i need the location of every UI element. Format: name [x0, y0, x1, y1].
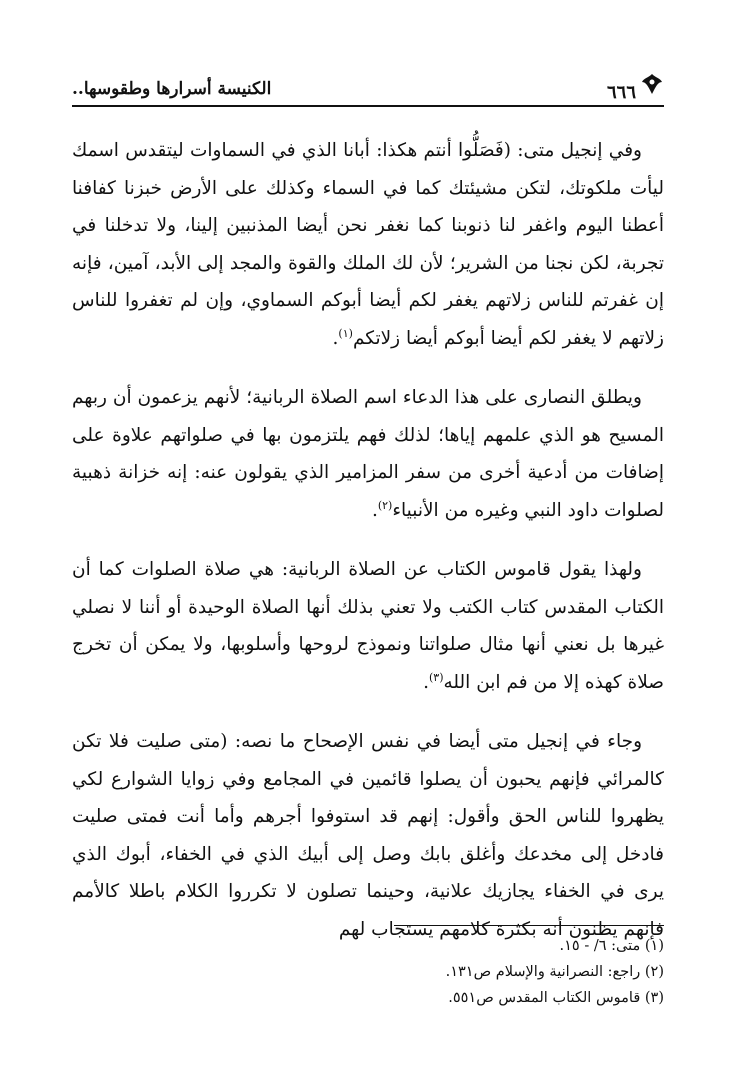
paragraph-text: ويطلق النصارى على هذا الدعاء اسم الصلاة الربانية؛ لأنهم يزعمون أن ربهم المسيح هو الذي علمهم إياها؛ لذلك فهم يلتزمون بها في صلواتهم علاوة على إضافات من أدعية أخرى من سفر المزامير الذي يقولون عنه: إنه خزانة ذهبية لصلوات داود النبي وغيره من الأنبياء	[72, 387, 664, 521]
running-title: الكنيسة أسرارها وطقوسها..	[72, 79, 272, 99]
footnote-divider	[394, 925, 664, 926]
page-number: ٦٦٦	[606, 82, 636, 103]
paragraph	[72, 551, 664, 701]
header-divider	[72, 105, 664, 107]
footnote-reference: (٢)	[377, 498, 393, 512]
running-header	[72, 72, 664, 108]
paragraph	[72, 723, 664, 948]
footnote: (٢) راجع: النصرانية والإسلام ص١٣١.	[445, 964, 664, 980]
paragraph	[72, 132, 664, 357]
footnote-reference: (٣)	[428, 670, 444, 684]
footnote: (١) متى: ٦/ - ١٥.	[559, 938, 664, 954]
paragraph-end: .	[332, 327, 339, 349]
paragraph-text: وفي إنجيل متى: (فَصَلُّوا أنتم هكذا: أبانا الذي في السماوات ليتقدس اسمك ليأت ملكوتك، لتكن مشيئتك كما في السماء وكذلك على الأرض خبزنا كفافنا أعطنا اليوم واغفر لنا ذنوبنا كما نغفر نحن أيضا المذنبين إلينا، ولا تدخلنا في تجربة، لكن نجنا من الشرير؛ لأن لك الملك والقوة والمجد إلى الأبد، آمين، فإنه إن غفرتم للناس زلاتهم يغفر لكم أيضا أبوكم السماوي، وإن لم تغفروا للناس زلاتهم لا يغفر لكم أيضا أبوكم أيضا زلاتكم	[72, 140, 664, 349]
paragraph-end: .	[371, 499, 378, 521]
main-text	[72, 132, 664, 970]
footnote-reference: (١)	[338, 326, 353, 340]
footnote: (٣) قاموس الكتاب المقدس ص٥٥١.	[448, 990, 664, 1006]
footnotes	[72, 933, 664, 1011]
paragraph-text: ولهذا يقول قاموس الكتاب عن الصلاة الربانية: هي صلاة الصلوات كما أن الكتاب المقدس كتاب الكتب ولا تعني بذلك أنها الصلاة الوحيدة أو أننا لا نصلي غيرها بل نعني أنها مثال صلواتنا ونموذج لروحها وأسلوبها، ولا يمكن أن تخرج صلاة كهذه إلا من فم ابن الله	[72, 559, 664, 693]
paragraph	[72, 379, 664, 529]
paragraph-text: وجاء في إنجيل متى أيضا في نفس الإصحاح ما نصه: (متى صليت فلا تكن كالمرائي فإنهم يحبون أن يصلوا قائمين في المجامع وفي زوايا الشوارع لكي يظهروا للناس الحق وأقول: إنهم قد استوفوا أجرهم وأما أنت فمتى صليت فادخل إلى مخدعك وأغلق بابك وصل إلى أبيك الذي في الخفاء، أبوك الذي يرى في الخفاء يجازيك علانية، وحينما تصلون لا تكرروا الكلام باطلا كالأمم فإنهم يظنون أنه بكثرة كلامهم يستجاب لهم	[72, 731, 664, 940]
arabesque-ornament-icon	[640, 72, 664, 96]
paragraph-end: .	[423, 671, 429, 693]
